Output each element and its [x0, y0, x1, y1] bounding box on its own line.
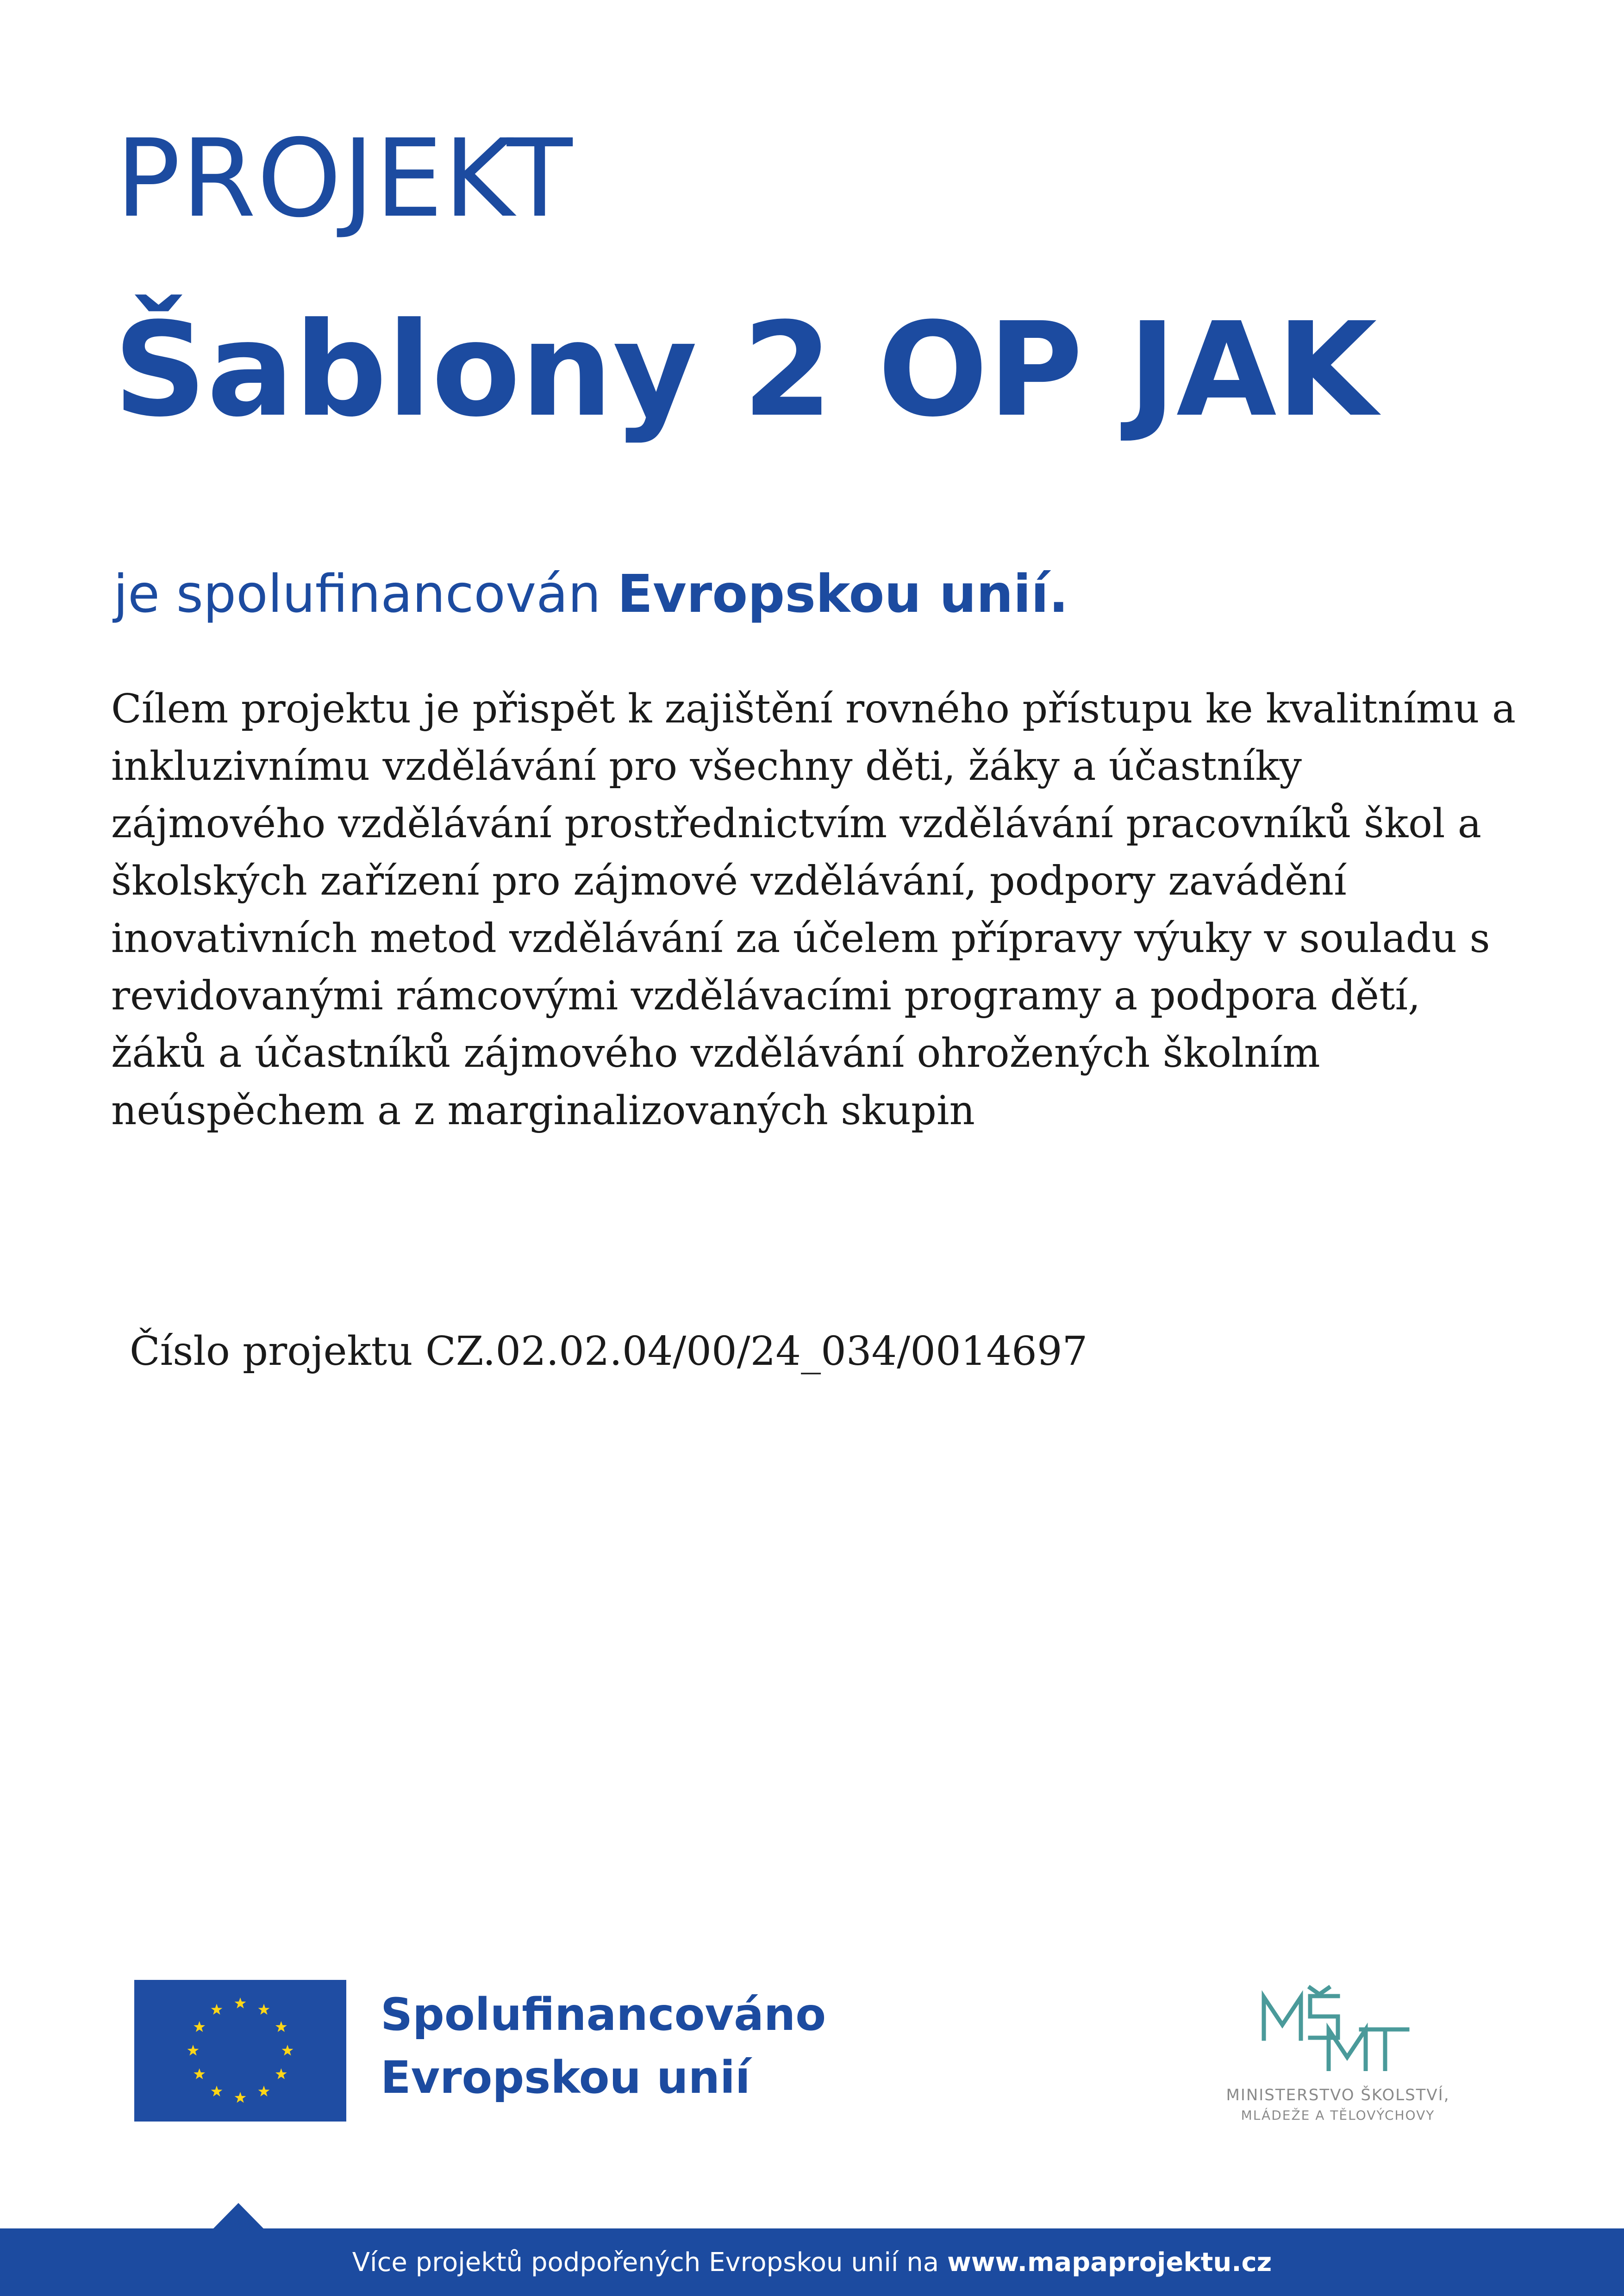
- msmt-name: [1176, 2085, 1500, 2126]
- footer-text: Více projektů podpořených Evropskou unií na: [352, 2247, 939, 2277]
- msmt-name-line1: MINISTERSTVO ŠKOLSTVÍ,: [1226, 2086, 1450, 2104]
- footer-notch: [213, 2203, 264, 2229]
- footer-link[interactable]: www.mapaprojektu.cz: [947, 2247, 1272, 2277]
- msmt-logo-icon: [1259, 1979, 1412, 2071]
- project-description: Cílem projektu je přispět k zajištění rovného přístupu ke kvalitnímu a inkluzivnímu vzdělávání pro všechny děti, žáky a účastníky zájmového vzdělávání prostřednictvím vzdělávání pracovníků škol a školských zařízení pro zájmové vzdělávání, podpory zavádění inovativních metod vzdělávání za účelem přípravy výuky v souladu s revidovanými rámcovými vzdělávacími programy a podpora dětí, žáků a účastníků zájmového vzdělávání ohrožených školním neúspěchem a z marginalizovaných skupin: [111, 686, 1516, 1134]
- cofinancing-statement: [113, 565, 1068, 624]
- eu-label-line2: Evropskou unií: [381, 2052, 750, 2103]
- eu-cofinanced-label: [381, 1983, 826, 2109]
- eu-flag-icon: [134, 1980, 346, 2122]
- cofinancing-prefix: je spolufinancován: [113, 564, 601, 624]
- cofinancing-emphasis: Evropskou unií.: [617, 564, 1068, 624]
- project-number: Číslo projektu CZ.02.02.04/00/24_034/0014697: [130, 1328, 1088, 1375]
- msmt-name-line2: MLÁDEŽE A TĚLOVÝCHOVY: [1241, 2108, 1435, 2123]
- page-title: Šablony 2 OP JAK: [113, 295, 1377, 446]
- footer-bar: [0, 2228, 1624, 2296]
- eu-label-line1: Spolufinancováno: [381, 1989, 826, 2041]
- page-kicker: PROJEKT: [116, 116, 574, 241]
